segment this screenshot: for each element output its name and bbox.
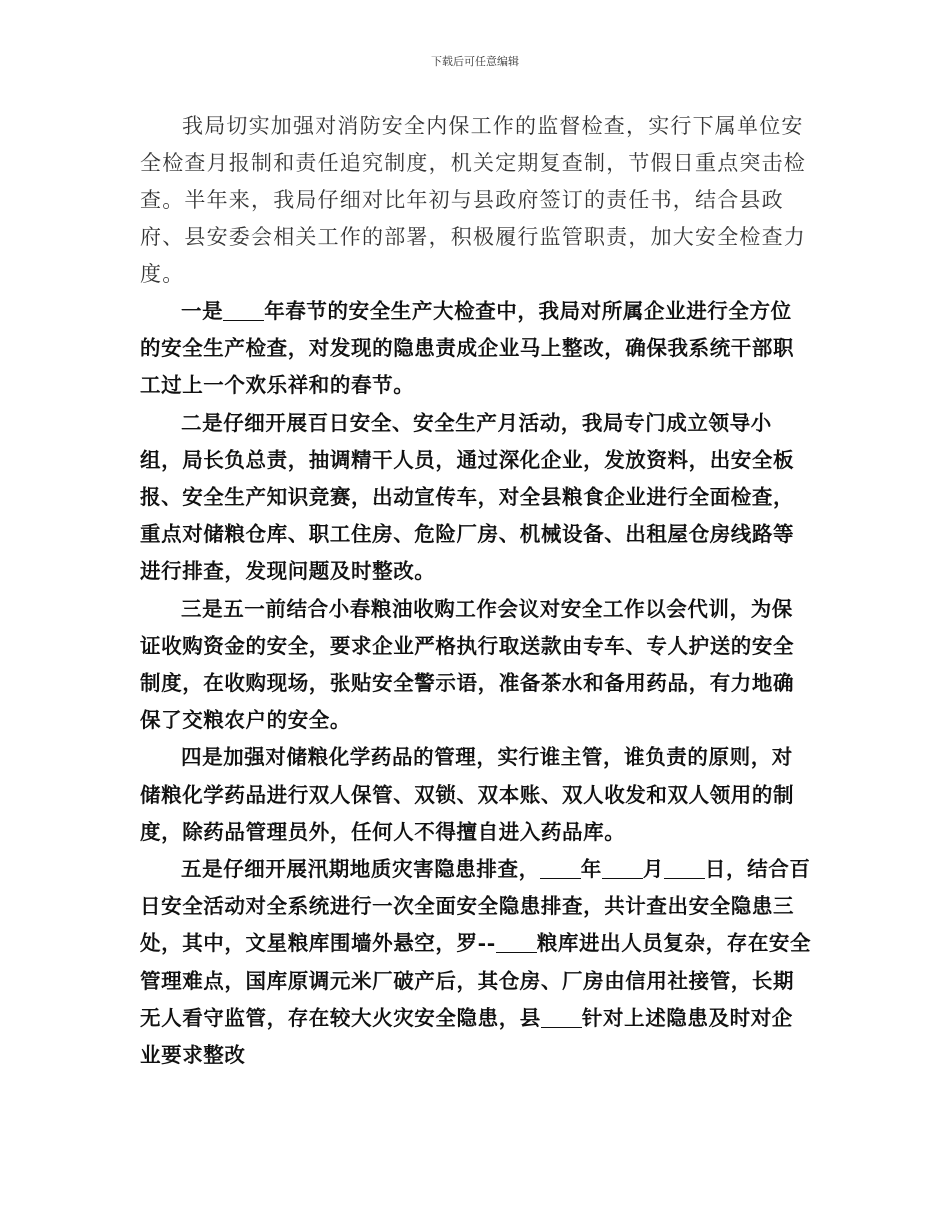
blank-fill-line: [664, 858, 705, 880]
blank-fill-line: [541, 1006, 582, 1028]
blank-fill-line: [602, 858, 643, 880]
paragraph-item-3: 三是五一前结合小春粮油收购工作会议对安全工作以会代训，为保证收购资金的安全，要求企业严格执行取送款由专车、专人护送的安全制度，在收购现场，张贴安全警示语，准备茶水和备用药品，有力地确保了交粮农户的安全。: [140, 596, 795, 733]
blank-fill-line: [540, 858, 581, 880]
paragraph-item-2: 二是仔细开展百日安全、安全生产月活动，我局专门成立领导小组，局长负总责，抽调精干人员，通过深化企业，发放资料，出安全板报、安全生产知识竞赛，出动宣传车，对全县粮食企业进行全面检查，重点对储粮仓库、职工住房、危险厂房、机械设备、出租屋仓房线路等进行排查，发现问题及时整改。: [140, 410, 795, 584]
paragraph-item-5: 五是仔细开展汛期地质灾害隐患排查， 年 月 日，结合百日安全活动对全系统进行一次全面安全隐患排查，共计查出安全隐患三处，其中，文星粮库围墙外悬空，罗-- 粮库进出人员复杂，存在安全管理难点，国库原调元米厂破产后，其仓房、厂房由信用社接管，长期无人看守监管，存在较大火灾安全隐患，县 针对上述隐患及时对企业要求整改: [140, 857, 812, 1068]
paragraph-item-1: 一是 年春节的安全生产大检查中，我局对所属企业进行全方位的安全生产检查，对发现的隐患责成企业马上整改，确保我系统干部职工过上一个欢乐祥和的春节。: [140, 299, 795, 398]
blank-fill-line: [223, 300, 264, 322]
document-body: [140, 108, 812, 1074]
page-header: 下载后可任意编辑: [431, 55, 519, 68]
paragraph-intro: 我局切实加强对消防安全内保工作的监督检查，实行下属单位安全检查月报制和责任追究制度，机关定期复查制，节假日重点突击检查。半年来，我局仔细对比年初与县政府签订的责任书，结合县政府、县安委会相关工作的部署，积极履行监管职责，加大安全检查力度。: [140, 114, 806, 286]
paragraph-item-4: 四是加强对储粮化学药品的管理，实行谁主管，谁负责的原则，对储粮化学药品进行双人保管、双锁、双本账、双人收发和双人领用的制度，除药品管理员外，任何人不得擅自进入药品库。: [140, 745, 795, 844]
blank-fill-line: [496, 932, 537, 954]
